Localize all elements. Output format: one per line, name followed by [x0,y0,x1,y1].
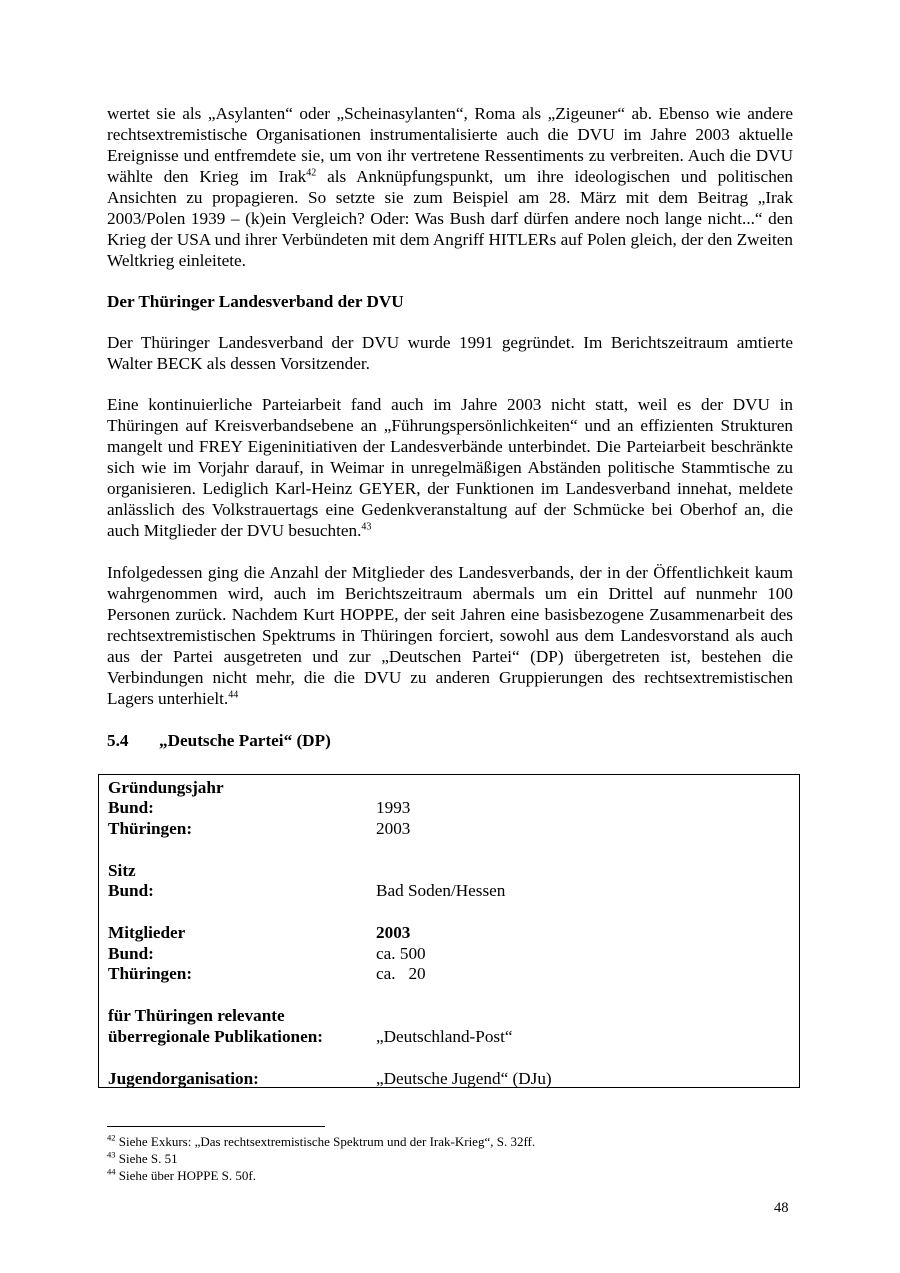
info-row-founding-thueringen [108,819,798,840]
founding-label: Gründungsjahr [108,778,224,797]
footnote-43 [107,1150,535,1167]
founding-bund-label: Bund: [108,798,154,817]
founding-th-label: Thüringen: [108,819,193,838]
founding-th-value: 2003 [376,819,411,838]
footnote-ref-42[interactable]: 42 [306,167,317,179]
footnote-divider [107,1126,325,1127]
info-row-publications-2 [108,1027,798,1048]
info-row-founding [108,778,798,799]
publications-value: „Deutschland-Post“ [376,1027,513,1046]
members-bund-value: ca. 500 [376,944,426,963]
footnote-number: 44 [107,1166,116,1177]
seat-label: Sitz [108,861,136,880]
paragraph-parteiarbeit [107,394,793,541]
footnote-number: 43 [107,1149,116,1160]
footnote-text: Siehe über HOPPE S. 50f. [115,1168,256,1183]
info-row-members-thueringen [108,964,798,985]
seat-bund-value: Bad Soden/Hessen [376,881,506,900]
info-row-publications-1 [108,1006,798,1027]
paragraph-text: Eine kontinuierliche Parteiarbeit fand auch im Jahre 2003 nicht statt, weil es der DVU in Thüringen auf Kreisverbandsebene an „Führungspersönlichkeiten“ und an effizienten Strukturen mangelt und FREY Eigeninitiativen der Landesverbände unterbindet. Die Parteiarbeit beschränkte sich wie im Vorjahr darauf, in Weimar in unregelmäßigen Abständen politische Stammtische zu organisieren. Lediglich Karl-Heinz GEYER, der Funktionen im Landesverband innehat, meldete anlässlich des Volkstrauertags eine Gedenkveranstaltung auf der Schmücke bei Oberhof an, die auch Mitglieder der DVU besuchten. [107,395,793,540]
publications-label-1: für Thüringen relevante [108,1006,285,1025]
seat-bund-label: Bund: [108,881,154,900]
party-info-box [98,774,800,1088]
members-th-label: Thüringen: [108,964,193,983]
paragraph-founding: Der Thüringer Landesverband der DVU wurde 1991 gegründet. Im Berichtszeitraum amtierte Walter BECK als dessen Vorsitzender. [107,333,793,373]
youth-label: Jugendorganisation: [108,1069,259,1088]
members-label: Mitglieder [108,923,186,942]
footnote-44 [107,1167,535,1184]
info-row-founding-bund [108,798,798,819]
page-body [107,103,793,751]
section-number: 5.4 [107,731,129,750]
section-heading [107,730,793,751]
paragraph-text: Infolgedessen ging die Anzahl der Mitglieder des Landesverbands, der in der Öffentlichkeit kaum wahrgenommen wird, auch im Berichtszeitraum abermals um ein Drittel auf nunmehr 100 Personen zurück. Nachdem Kurt HOPPE, der seit Jahren eine basisbezogene Zusammenarbeit des rechtsextremistischen Spektrums in Thüringen forciert, sowohl aus dem Landesvorstand als auch aus der Partei ausgetreten und zur „Deutschen Partei“ (DP) übergetreten ist, bestehen die Verbindungen nicht mehr, die die DVU zu anderen Gruppierungen des rechtsextremistischen Lagers unterhielt. [107,563,793,708]
info-row-members [108,923,798,944]
footnote-ref-44[interactable]: 44 [228,689,239,701]
page-number: 48 [774,1200,789,1216]
paragraph-dvu-irak [107,103,793,271]
footnote-text: Siehe S. 51 [115,1151,178,1166]
info-row-youth [108,1069,798,1090]
founding-bund-value: 1993 [376,798,411,817]
info-row-seat-bund [108,881,798,902]
paragraph-mitglieder [107,562,793,709]
paragraph-text: wertet sie als „Asylanten“ oder „Scheinasylanten“, Roma als „Zigeuner“ ab. Ebenso wie andere rechtsextremistische Organisationen instrumentalisierte auch die DVU im Jahre 2003 aktuelle Ereignisse und entfremdete sie, um von ihr vertretene Ressentiments zu verbreiten. Auch die DVU wählte den Krieg im Irak [107,104,793,186]
footnote-42 [107,1133,535,1150]
members-th-value: ca. 20 [376,964,426,983]
members-bund-label: Bund: [108,944,154,963]
footnote-ref-43[interactable]: 43 [361,521,372,533]
youth-value: „Deutsche Jugend“ (DJu) [376,1069,552,1088]
footnote-text: Siehe Exkurs: „Das rechtsextremistische Spektrum und der Irak-Krieg“, S. 32ff. [115,1134,536,1149]
heading-landesverband: Der Thüringer Landesverband der DVU [107,292,404,311]
members-year: 2003 [376,923,411,942]
publications-label-2: überregionale Publikationen: [108,1027,324,1046]
footnotes [107,1133,535,1184]
paragraph-text: als Anknüpfungspunkt, um ihre ideologischen und politischen Ansichten zu propagieren. So setzte sie zum Beispiel am 28. März mit dem Beitrag „Irak 2003/Polen 1939 – (k)ein Vergleich? Oder: Was Bush darf dürfen andere noch lange nicht...“ den Krieg der USA und ihrer Verbündeten mit dem Angriff HITLERs auf Polen gleich, der den Zweiten Weltkrieg einleitete. [107,167,794,270]
footnote-number: 42 [107,1132,116,1143]
info-row-seat [108,861,798,882]
section-title: „Deutsche Partei“ (DP) [159,731,331,750]
info-row-members-bund [108,944,798,965]
